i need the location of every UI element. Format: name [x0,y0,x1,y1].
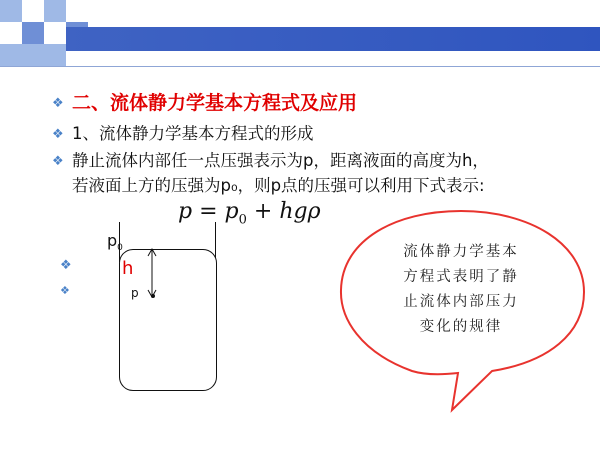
p0-label-sub: 0 [117,243,123,254]
diamond-star-bullet-icon: ❖ [52,96,64,111]
callout-line-2: 方程式表明了静 [403,269,519,285]
callout-text [369,240,553,340]
bullet-text-1: 1、流体静力学基本方程式的形成 [72,124,314,143]
formula-p0-base: p [224,199,239,224]
diamond-star-bullet-icon: ❖ [60,258,72,273]
formula-lhs: p [178,199,193,224]
formula-p0-sub: 0 [238,212,247,228]
callout-line-1: 流体静力学基本 [403,244,519,260]
slide-title-text: 二、流体静力学基本方程式及应用 [72,92,358,114]
diamond-star-bullet-icon: ❖ [60,284,70,297]
callout-line-4: 变化的规律 [419,319,503,335]
callout-line-3: 止流体内部压力 [403,294,519,310]
formula-rhs: hgρ [279,199,321,224]
formula-equals: = [199,199,218,224]
formula-plus: + [253,199,273,224]
bullet-text-2a: 静止流体内部任一点压强表示为p，距离液面的高度为h， [72,151,489,170]
bullet-text-2b: 若液面上方的压强为p₀，则p点的压强可以利用下式表示: [72,176,485,195]
p-label: p [131,286,139,300]
p0-label-base: p [107,231,118,250]
diamond-star-bullet-icon: ❖ [52,154,64,169]
h-label: h [122,258,134,279]
diamond-star-bullet-icon: ❖ [52,127,64,142]
